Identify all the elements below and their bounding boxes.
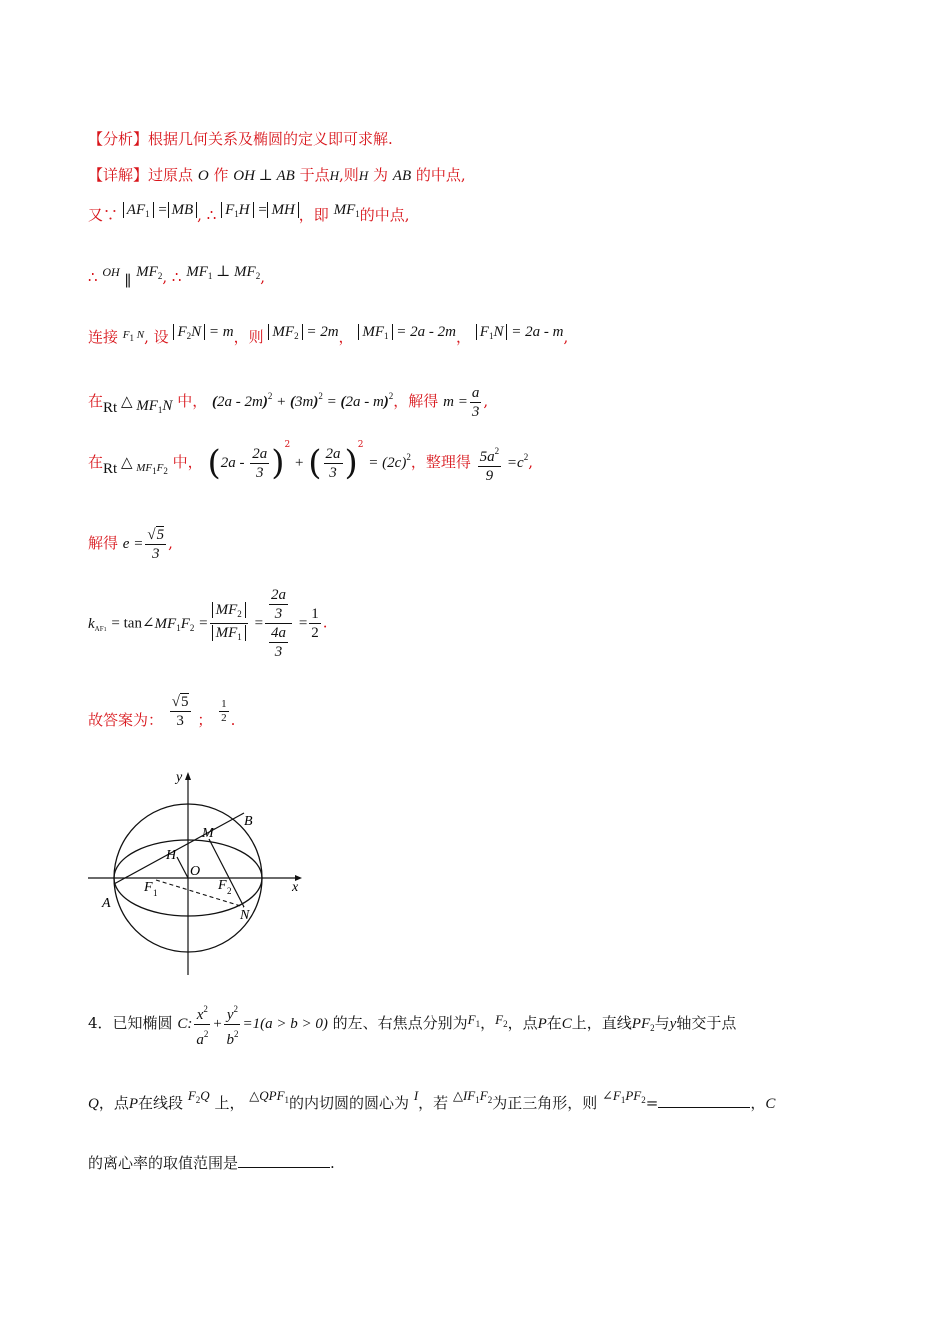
detail-text: 的中点,	[415, 166, 466, 184]
line-9: $k_{AF1}$ = $\tan\angle MF_1F_2$ = $\frac{MF_2}{MF_1}$ = $\frac{\frac{2a}{3}}{\frac{4a}{3}}$ = $\frac{1}{2}$ .	[88, 587, 328, 660]
text: 在	[546, 1013, 562, 1032]
text: 的中点,	[359, 206, 410, 224]
label-B: B	[244, 814, 253, 829]
text: 连接	[88, 328, 119, 346]
label-O: O	[190, 864, 201, 879]
text: ,	[197, 206, 202, 224]
line-6: 在Rt △ $MF_1N$ 中， $(2a - 2m)^2 + (3m)^2 = (2a - m)^2$，解得 m = $\frac{a}{3}$ ,	[88, 385, 489, 420]
text: .	[230, 711, 236, 729]
problem-number: 4．已知椭圆	[88, 1013, 173, 1032]
text: 在线段	[138, 1094, 184, 1112]
label-F1-sub: 1	[153, 888, 158, 898]
text: ，若	[418, 1094, 449, 1112]
y-axis-arrow	[185, 772, 191, 780]
text: .	[330, 1154, 335, 1172]
text: 为正三角形，则	[492, 1094, 598, 1112]
text: ，解得	[393, 391, 439, 410]
text: 在	[88, 391, 104, 410]
label-y: y	[176, 770, 183, 785]
text: ，整理得	[410, 453, 471, 471]
label-A: A	[102, 896, 111, 911]
detail-text: ,则	[339, 166, 359, 184]
text: ,	[563, 328, 569, 346]
text: ，	[455, 328, 471, 346]
label-N: N	[240, 908, 250, 923]
text: ，	[750, 1094, 766, 1112]
text: 的左、右焦点分别为	[332, 1013, 468, 1032]
text: 在	[88, 453, 104, 471]
line-4: ∴ $^{OH}$ ∥ $MF_2$, ∴ $MF_1$ ⊥ $MF_2$,	[88, 264, 265, 290]
detail-tag: 【详解】	[88, 166, 149, 184]
label-F2: F	[218, 878, 227, 893]
text: ,	[260, 268, 265, 286]
detail-text: 于点	[299, 166, 330, 184]
text: 的离心率的取值范围是	[88, 1154, 239, 1172]
parallel-symbol: ∥	[124, 274, 132, 290]
text: 又∵	[88, 206, 119, 224]
text: 中，	[172, 453, 203, 471]
detail-line: 【详解】过原点 O 作 OH ⊥ AB 于点H,则H 为 AB 的中点,	[88, 166, 466, 184]
answer-label: 故答案为：	[88, 711, 164, 729]
problem4-line3	[88, 1152, 335, 1173]
problem4-line1: 4．已知椭圆 C: $\frac{x^2}{a^2}$ + $\frac{y^2}{b^2}$ =1(a > b > 0) 的左、右焦点分别为$F_1$，$F_2$，点P在C上，直线$PF_2$与y轴交于点	[88, 1000, 736, 1049]
detail-text: 作	[213, 166, 229, 184]
ellipse-diagram	[80, 765, 320, 980]
text: 与	[654, 1013, 670, 1032]
text: 的内切圆的圆心为	[289, 1094, 410, 1112]
line-10: 故答案为： $\frac{√5}{3}$ ； $\frac{1}{2}$ .	[88, 694, 236, 729]
analysis-line	[88, 128, 393, 149]
text: ，即	[298, 206, 329, 224]
label-F1: F	[144, 880, 153, 895]
text: 轴交于点	[676, 1013, 737, 1032]
line-5: 连接 $^{F_1 N}$, 设 $F_2N = m$，则 $MF_2 = 2m$， $MF_1 = 2a - 2m$， $F_1N = 2a - m$,	[88, 324, 569, 346]
text: 解得	[88, 533, 119, 552]
line-8: 解得 e = $\frac{√5}{3}$ ,	[88, 527, 173, 562]
text: ，则	[233, 328, 264, 346]
text: ，点	[507, 1013, 538, 1032]
line-7: 在Rt △ $_{MF_1F_2}$ 中， (2a - $\frac{2a}{3}$ )$^2$ + ( $\frac{2a}{3}$ )$^2 = (2c)^2$，整理得 $\frac{5a^2}{9}$ $=c^2$,	[88, 440, 533, 485]
text: =	[645, 1094, 659, 1112]
label-F2-sub: 2	[227, 886, 232, 896]
text: ,	[168, 533, 173, 552]
label-H: H	[166, 848, 177, 863]
text: ∴	[88, 268, 98, 286]
analysis-tag: 【分析】	[88, 130, 149, 148]
chord-AB	[114, 813, 244, 884]
line-3: 又∵ $AF_1$ = MB , ∴ $F_1H$ = MH ，即 $MF_1$的中点,	[88, 202, 410, 224]
segment-OH	[177, 857, 188, 878]
text: 中，	[177, 391, 208, 410]
answer-blank[interactable]	[658, 1093, 750, 1108]
segment-MN	[209, 839, 244, 907]
text: ,	[483, 391, 489, 410]
text: ；	[197, 711, 213, 729]
label-M: M	[202, 826, 214, 841]
text: ，点	[98, 1094, 129, 1112]
text: ∴	[206, 206, 217, 224]
text: ,	[528, 453, 533, 471]
label-x: x	[292, 880, 299, 895]
text: ，	[338, 328, 354, 346]
analysis-text: 根据几何关系及椭圆的定义即可求解.	[148, 130, 393, 148]
text: , 设	[144, 328, 169, 346]
answer-blank[interactable]	[238, 1153, 330, 1168]
text: ∴	[171, 268, 182, 286]
problem4-line2: Q，点P在线段 $F_2Q$ 上， $\triangle QPF_1$的内切圆的圆心为 I，若 $\triangle IF_1F_2$为正三角形，则 $\angle F_1PF_2=$ ，C	[88, 1088, 776, 1112]
text: 上，直线	[571, 1013, 632, 1032]
text: ,	[162, 268, 168, 286]
detail-text: 过原点	[148, 166, 194, 184]
detail-text: 为	[372, 166, 388, 184]
text: 上，	[214, 1094, 245, 1112]
